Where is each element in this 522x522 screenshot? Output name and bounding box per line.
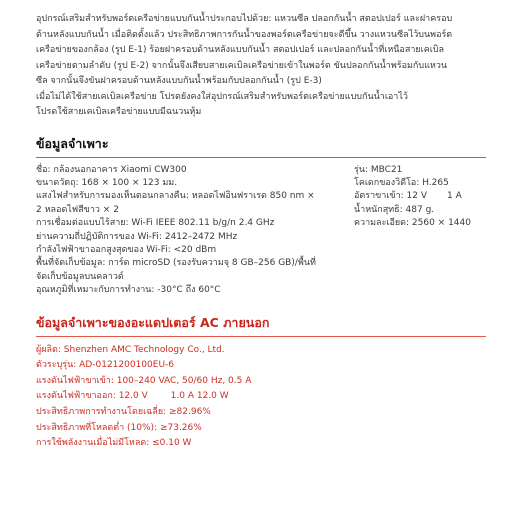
intro-line: เมื่อไม่ได้ใช้สายเคเบิลเครือข่าย โปรดยังคงใส่อุปกรณ์เสริมสำหรับพอร์ตเครือข่ายแบบกันน้ำเอาไว้ [36,91,408,102]
intro-line: ด้านหลังแบบกันน้ำ เมื่อติดตั้งแล้ว ประสิทธิภาพการกันน้ำของพอร์ตเครือข่ายจะดีขึ้น วางแหวนซีลไว้บนพอร์ต [36,29,453,40]
specs-left-column [36,164,346,298]
spec-line: กำลังไฟฟ้าขาออกสูงสุดของ Wi-Fi: <20 dBm [36,244,217,255]
adapter-heading: ข้อมูลจำเพาะของอะแดปเตอร์ AC ภายนอก [36,314,270,330]
spec-line: ขนาดวัตถุ: 168 × 100 × 123 มม. [36,177,178,188]
specs-divider [36,157,486,158]
spec-line: จัดเก็บข้อมูลบนคลาวด์ [36,271,124,282]
spec-line: 2 หลอดไฟสีขาว × 2 [36,204,119,215]
intro-line: ซีล จากนั้นจึงขันฝาครอบด้านหลังแบบกันน้ำพร้อมกับปลอกกันน้ำ (รูป E-3) [36,76,322,86]
adapter-divider [36,336,486,337]
spec-line: โคเดกของวิดีโอ: H.265 [354,177,449,188]
adapter-section [36,343,486,452]
intro-line: เครือข่ายของกล้อง (รูป E-1) ร้อยฝาครอบด้านหลังแบบกันน้ำ สตอปเปอร์ และปลอกกันน้ำที่เหนือสายเคเบิล [36,45,445,55]
adapter-line: ประสิทธิภาพการทำงานโดยเฉลี่ย: ≥82.96% [36,406,211,417]
specs-section [36,164,486,298]
spec-line: รุ่น: MBC21 [354,164,403,175]
spec-line: ย่านความถี่ปฏิบัติการของ Wi-Fi: 2412–2472 MHz [36,231,238,242]
adapter-line: แรงดันไฟฟ้าขาเข้า: 100–240 VAC, 50/60 Hz, 0.5 A [36,375,252,386]
spec-line: ความละเอียด: 2560 × 1440 [354,218,471,229]
spec-line: อัตราขาเข้า: 12 V 1 A [354,191,462,202]
specs-heading: ข้อมูลจำเพาะ [36,135,109,151]
spec-line: ชื่อ: กล้องนอกอาคาร Xiaomi CW300 [36,164,187,175]
spec-line: แสงไฟสำหรับการมองเห็นตอนกลางคืน: หลอดไฟอินฟราเรด 850 nm × [36,191,315,202]
intro-line: อุปกรณ์เสริมสำหรับพอร์ตเครือข่ายแบบกันน้ำประกอบไปด้วย: แหวนซีล ปลอกกันน้ำ สตอปเปอร์ และฝาครอบ [36,14,453,24]
adapter-line: ตัวระบุรุ่น: AD-0121200100EU-6 [36,360,175,371]
adapter-line: ผู้ผลิต: Shenzhen AMC Technology Co., Ltd. [36,344,225,355]
adapter-line: แรงดันไฟฟ้าขาออก: 12.0 V 1.0 A 12.0 W [36,391,229,402]
adapter-line: การใช้พลังงานเมื่อไม่มีโหลด: ≤0.10 W [36,438,192,449]
intro-paragraph [36,12,486,121]
intro-line: โปรดใช้สายเคเบิลเครือข่ายแบบมีฉนวนหุ้ม [36,107,202,117]
spec-line: การเชื่อมต่อแบบไร้สาย: Wi-Fi IEEE 802.11 b/g/n 2.4 GHz [36,218,275,229]
spec-line: พื้นที่จัดเก็บข้อมูล: การ์ด microSD (รองรับความจุ 8 GB–256 GB)/พื้นที่ [36,258,316,269]
specs-right-column [346,164,486,298]
intro-line: เครือข่ายตามลำดับ (รูป E-2) จากนั้นจึงเสียบสายเคเบิลเครือข่ายเข้าในพอร์ต ขันปลอกกันน้ำพร้อมกับแหวน [36,60,448,71]
spec-line: น้ำหนักสุทธิ: 487 g. [354,204,435,215]
spec-line: อุณหภูมิที่เหมาะกับการทำงาน: -30°C ถึง 60°C [36,285,221,296]
adapter-line: ประสิทธิภาพที่โหลดต่ำ (10%): ≥73.26% [36,422,202,433]
